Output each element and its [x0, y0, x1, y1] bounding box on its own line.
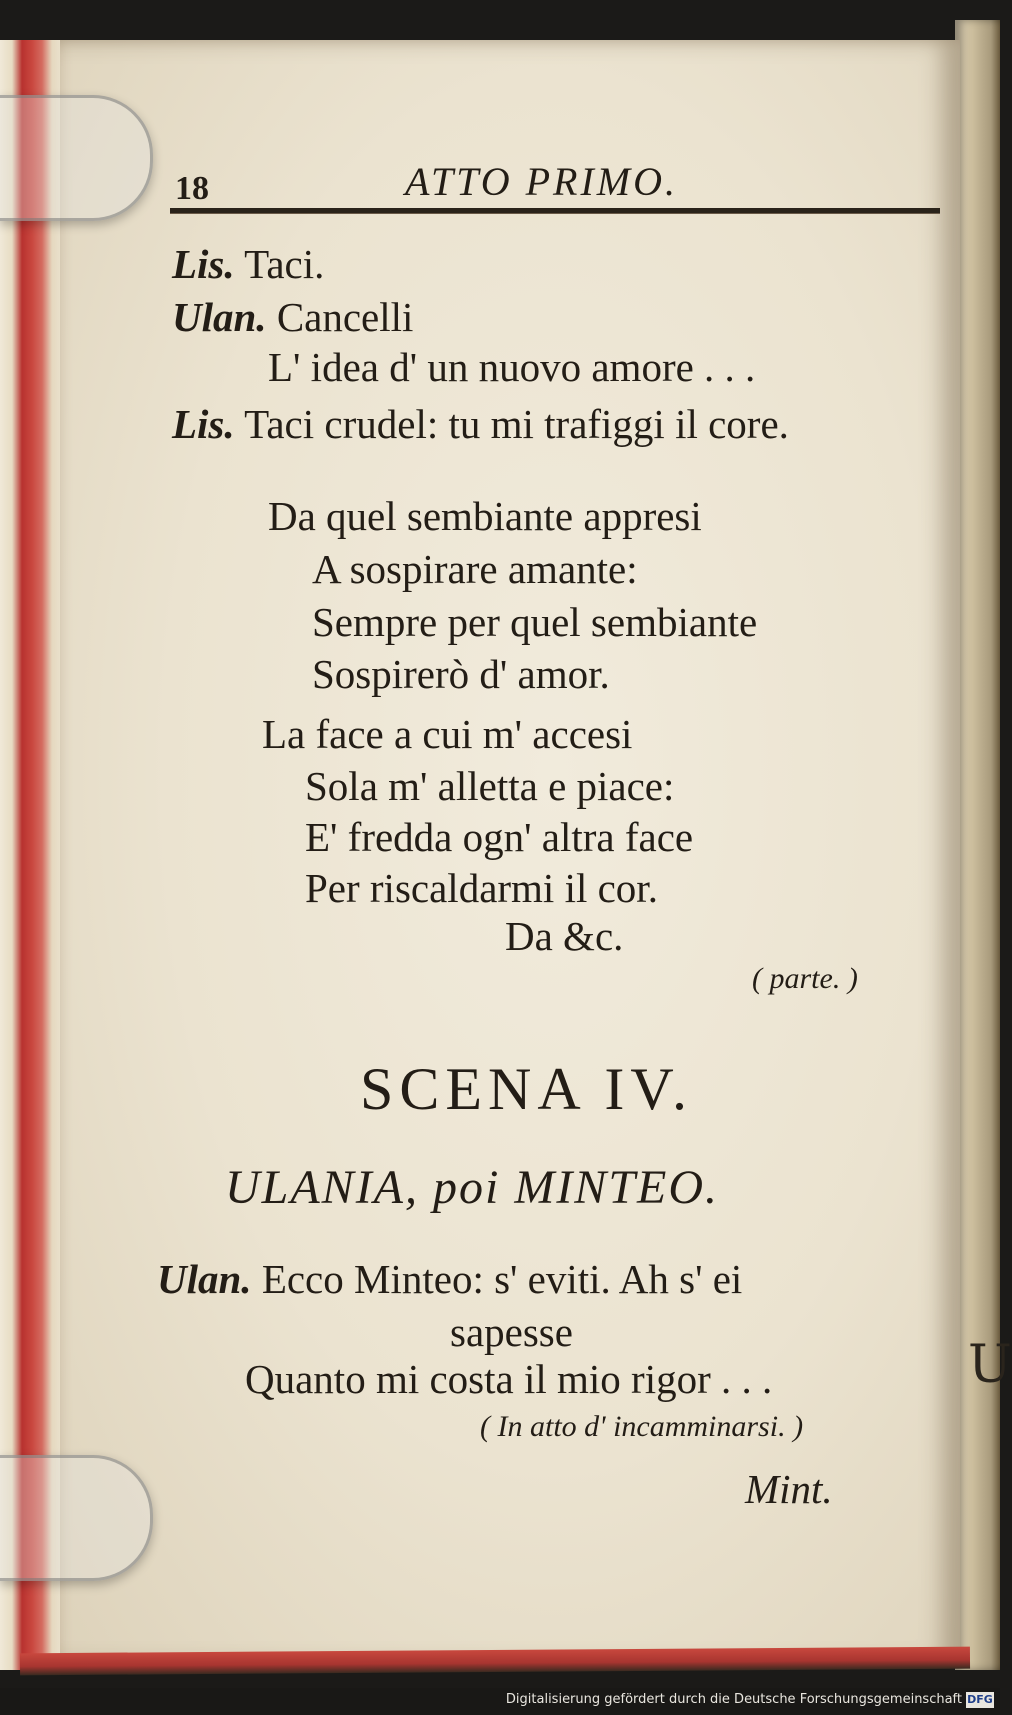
dialogue-line	[268, 343, 755, 391]
dfg-logo: DFG	[967, 1693, 993, 1706]
scene-characters: ULANIA, poi MINTEO.	[225, 1161, 719, 1214]
speaker-label: Ulan.	[157, 1256, 252, 1302]
aria-line: Da &c.	[505, 913, 624, 959]
dialogue-text: Ecco Minteo: s' eviti. Ah s' ei	[261, 1256, 743, 1302]
right-page-fragment: U	[968, 1335, 1012, 1395]
stage-direction: ( parte. )	[752, 962, 858, 995]
header-rule	[170, 208, 940, 214]
dialogue-line	[157, 1255, 742, 1303]
page-clip-top	[0, 95, 153, 221]
dialogue-line	[172, 293, 413, 341]
aria-line: Sempre per quel sembiante	[312, 599, 758, 645]
speaker-label: Lis.	[172, 401, 235, 447]
aria-line: La face a cui m' accesi	[262, 711, 633, 757]
running-title: ATTO PRIMO.	[405, 159, 678, 204]
dialogue-text: L' idea d' un nuovo amore . . .	[268, 344, 756, 390]
book-binding-edge	[0, 40, 60, 1670]
dialogue-text: Taci.	[244, 241, 325, 287]
dialogue-line	[450, 1308, 573, 1356]
stage-direction: ( In atto d' incamminarsi. )	[480, 1410, 804, 1443]
right-page-edge	[955, 20, 1000, 1670]
dialogue-text: Quanto mi costa il mio rigor . . .	[245, 1356, 773, 1402]
dialogue-text: Cancelli	[276, 294, 414, 340]
dialogue-line	[172, 400, 789, 448]
page-clip-bottom	[0, 1455, 153, 1581]
speaker-label: Lis.	[172, 241, 235, 287]
dialogue-line	[245, 1355, 772, 1403]
aria-line: Sola m' alletta e piace:	[305, 763, 675, 809]
aria-line: Da quel sembiante appresi	[268, 493, 702, 539]
dialogue-line	[172, 240, 324, 288]
page-number: 18	[175, 170, 209, 207]
dialogue-text: sapesse	[450, 1309, 573, 1355]
aria-line: Sospirerò d' amor.	[312, 651, 610, 697]
dialogue-text: Taci crudel: tu mi trafiggi il core.	[244, 401, 789, 447]
scene-title: SCENA IV.	[360, 1056, 693, 1122]
digitization-credit: Digitalisierung gefördert durch die Deutsche Forschungsgemeinschaft	[505, 1692, 962, 1707]
aria-line: Per riscaldarmi il cor.	[305, 865, 658, 911]
catchword: Mint.	[745, 1466, 833, 1512]
speaker-label: Ulan.	[172, 294, 267, 340]
aria-line: A sospirare amante:	[312, 546, 638, 592]
aria-line: E' fredda ogn' altra face	[305, 814, 694, 860]
